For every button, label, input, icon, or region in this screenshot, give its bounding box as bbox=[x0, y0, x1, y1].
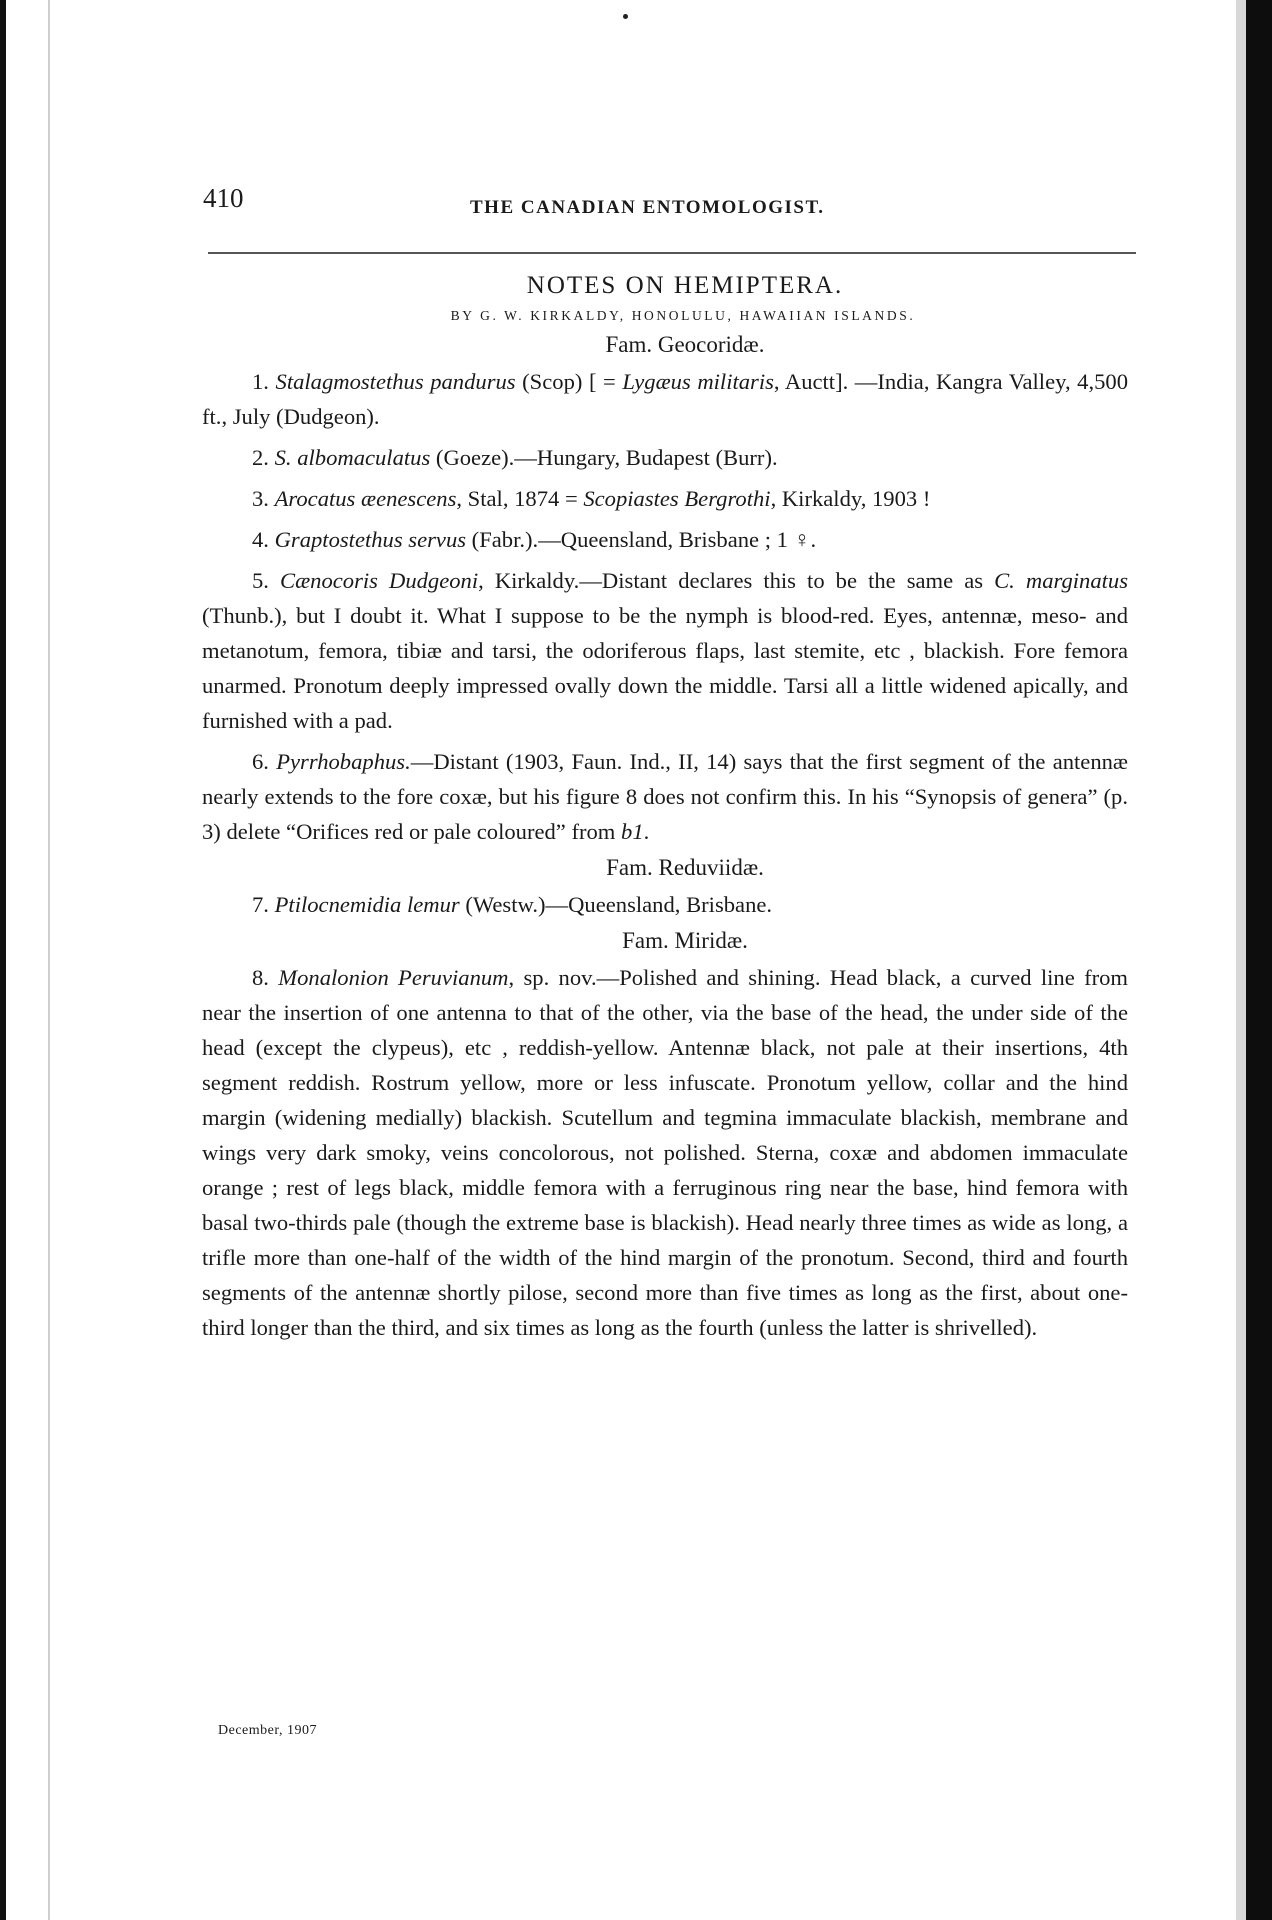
entry-2 bbox=[202, 440, 1128, 475]
entry-3 bbox=[202, 481, 1128, 516]
entry-text: (Westw.)—Queensland, Brisbane. bbox=[459, 892, 773, 917]
article-body bbox=[202, 272, 1128, 1351]
entry-5 bbox=[202, 563, 1128, 738]
species-name: Arocatus æenescens bbox=[274, 486, 457, 511]
species-name: S. albomaculatus bbox=[274, 445, 431, 470]
entry-number: 5. bbox=[252, 568, 269, 593]
entry-number: 2. bbox=[252, 445, 269, 470]
synonym-name: b1 bbox=[621, 819, 644, 844]
entry-number: 1. bbox=[252, 369, 269, 394]
family-heading-miridae: Fam. Miridæ. bbox=[622, 928, 748, 953]
article-title: NOTES ON HEMIPTERA. bbox=[526, 272, 844, 299]
header-rule bbox=[208, 252, 1136, 254]
entry-4 bbox=[202, 522, 1128, 557]
entry-text: . bbox=[643, 819, 650, 844]
entry-text: , sp. nov.—Polished and shining. Head black, a curved line from near the insertion of one antenna to that of the other, via the base of the head, the under side of the head (except the clypeus), etc , reddish-yellow. Antennæ black, not pale at their insertions, 4th segment reddish. Rostrum yellow, more or less infuscate. Pronotum yellow, collar and the hind margin (widening medially) blackish. Scutellum and tegmina immaculate blackish, membrane and wings very dark smoky, veins concolorous, not polished. Sterna, coxæ and abdomen immaculate orange ; rest of legs black, middle femora with a ferruginous ring near the base, hind femora with basal two-thirds pale (though the extreme base is blackish). Head nearly three times as wide as long, a trifle more than one-half of the width of the hind margin of the pronotum. Second, third and fourth segments of the antennæ shortly pilose, second more than five times as long as the first, about one-third longer than the third, and six times as long as the fourth (unless the latter is shrivelled). bbox=[202, 965, 1128, 1340]
entry-text: , Kirkaldy.—Distant declares this to be the same as bbox=[478, 568, 995, 593]
issue-date: December, 1907 bbox=[218, 1723, 317, 1738]
synonym-name: Lygæus militaris bbox=[622, 369, 774, 394]
scan-edge-left bbox=[0, 0, 6, 1920]
species-name: Ptilocnemidia lemur bbox=[274, 892, 460, 917]
entry-text: (Scop) [ = bbox=[515, 369, 623, 394]
entry-text: (Thunb.), but I doubt it. What I suppose to be the nymph is blood-red. Eyes, antennæ, meso- and metanotum, femora, tibiæ and tarsi, the odoriferous flaps, last stemite, etc , blackish. Fore femora unarmed. Pronotum deeply impressed ovally down the middle. Tarsi all a little widened apically, and furnished with a pad. bbox=[202, 603, 1128, 733]
entry-text: , Stal, 1874 = bbox=[456, 486, 584, 511]
species-name: Cænocoris Dudgeoni bbox=[280, 568, 479, 593]
entry-number: 6. bbox=[252, 749, 269, 774]
entry-text: (Goeze).—Hungary, Budapest (Burr). bbox=[430, 445, 778, 470]
entry-text: , Kirkaldy, 1903 ! bbox=[770, 486, 931, 511]
species-name: Graptostethus servus bbox=[274, 527, 467, 552]
entry-1 bbox=[202, 364, 1128, 434]
entry-number: 3. bbox=[252, 486, 269, 511]
family-heading-geocoridae: Fam. Geocoridæ. bbox=[605, 332, 765, 357]
page-number: 410 bbox=[203, 183, 244, 213]
entry-7 bbox=[202, 887, 1128, 922]
entry-6 bbox=[202, 744, 1128, 849]
entry-number: 4. bbox=[252, 527, 269, 552]
entry-text: —Distant (1903, Faun. Ind., II, 14) says that the first segment of the antennæ nearly extends to the fore coxæ, but his figure 8 does not confirm this. In his “Synopsis of genera” (p. 3) delete “Orifices red or pale coloured” from bbox=[202, 749, 1128, 844]
synonym-name: C. marginatus bbox=[994, 568, 1128, 593]
entry-text: , Auctt]. —India, Kangra Valley, 4,500 ft., July (Dudgeon). bbox=[202, 369, 1128, 429]
entry-8 bbox=[202, 960, 1128, 1345]
scan-edge-right-line bbox=[1236, 0, 1246, 1920]
species-name: Pyrrhobaphus. bbox=[276, 749, 411, 774]
family-heading-reduviidae: Fam. Reduviidæ. bbox=[606, 855, 764, 880]
scan-edge-left-line bbox=[48, 0, 50, 1920]
species-name: Monalonion Peruvianum bbox=[278, 965, 509, 990]
article-byline: BY G. W. KIRKALDY, HONOLULU, HAWAIIAN ISLANDS. bbox=[450, 308, 916, 323]
entry-number: 8. bbox=[252, 965, 269, 990]
synonym-name: Scopiastes Bergrothi bbox=[583, 486, 771, 511]
scan-edge-right bbox=[1246, 0, 1272, 1920]
entry-text: (Fabr.).—Queensland, Brisbane ; 1 ♀. bbox=[466, 527, 817, 552]
species-name: Stalagmostethus pandurus bbox=[275, 369, 516, 394]
entry-number: 7. bbox=[252, 892, 269, 917]
scan-speck bbox=[623, 14, 628, 19]
journal-title: THE CANADIAN ENTOMOLOGIST. bbox=[470, 197, 825, 218]
